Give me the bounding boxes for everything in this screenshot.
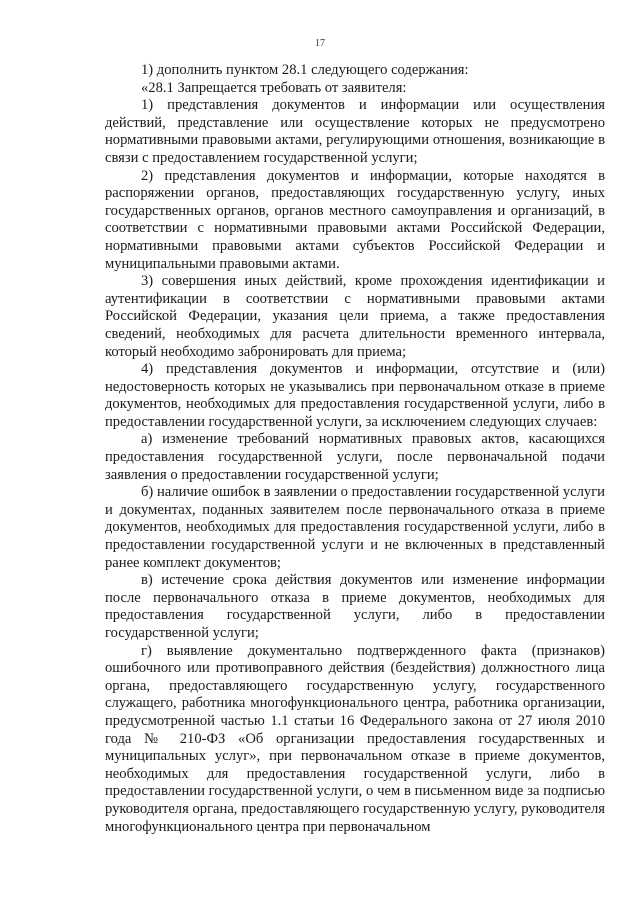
document-body	[105, 62, 605, 836]
paragraph-amendment-intro: 1) дополнить пунктом 28.1 следующего содержания:	[141, 62, 469, 78]
paragraph-clause-heading: «28.1 Запрещается требовать от заявителя:	[141, 79, 407, 96]
paragraph-subitem-g: г) выявление документально подтвержденного факта (признаков) ошибочного или противоправного действия (бездействия) должностного лица органа, предоставляющего государственную услугу, государственного служащего, работника многофункционального центра, работника организации, предусмотренной частью 1.1 статьи 16 Федерального закона от 27 июля 2010 года № 210-ФЗ «Об организации предоставления государственных и муниципальных услуг», при первоначальном отказе в приеме документов, необходимых для предоставления государственной услуги, либо в предоставлении государственной услуги, о чем в письменном виде за подписью руководителя органа, предоставляющего государственную услугу, руководителя многофункционального центра при первоначальном	[105, 642, 605, 835]
paragraph-subitem-v: в) истечение срока действия документов или изменение информации после первоначального отказа в приеме документов, необходимых для предоставления государственной услуги, либо в предоставлении государственной услуги;	[105, 572, 605, 641]
paragraph-item-4: 4) представления документов и информации, отсутствие и (или) недостоверность которых не указывались при первоначальном отказе в приеме документов, необходимых для предоставления государственной услуги, либо в предоставлении государственной услуги, за исключением следующих случаев:	[105, 361, 605, 430]
paragraph-item-3: 3) совершения иных действий, кроме прохождения идентификации и аутентификации в соответствии с нормативными правовыми актами Российской Федерации, указания цели приема, а также предоставления сведений, необходимых для расчета длительности временного интервала, который необходимо забронировать для приема;	[105, 273, 605, 360]
paragraph-item-1: 1) представления документов и информации или осуществления действий, представление или осуществление которых не предусмотрено нормативными правовыми актами, регулирующими отношения, возникающие в связи с предоставлением государственной услуги;	[105, 97, 605, 166]
page-number: 17	[315, 38, 325, 49]
paragraph-subitem-b: б) наличие ошибок в заявлении о предоставлении государственной услуги и документах, поданных заявителем после первоначального отказа в приеме документов, необходимых для предоставления государственной услуги, либо в предоставлении государственной услуги и не включенных в представленный ранее комплект документов;	[105, 484, 605, 571]
paragraph-item-2: 2) представления документов и информации, которые находятся в распоряжении органов, предоставляющих государственную услугу, иных государственных органов, органов местного самоуправления и организаций, в соответствии с нормативными правовыми актами Российской Федерации, нормативными правовыми актами субъектов Российской Федерации и муниципальными правовыми актами.	[105, 167, 605, 272]
paragraph-subitem-a: а) изменение требований нормативных правовых актов, касающихся предоставления государственной услуги, после первоначальной подачи заявления о предоставлении государственной услуги;	[105, 431, 605, 483]
